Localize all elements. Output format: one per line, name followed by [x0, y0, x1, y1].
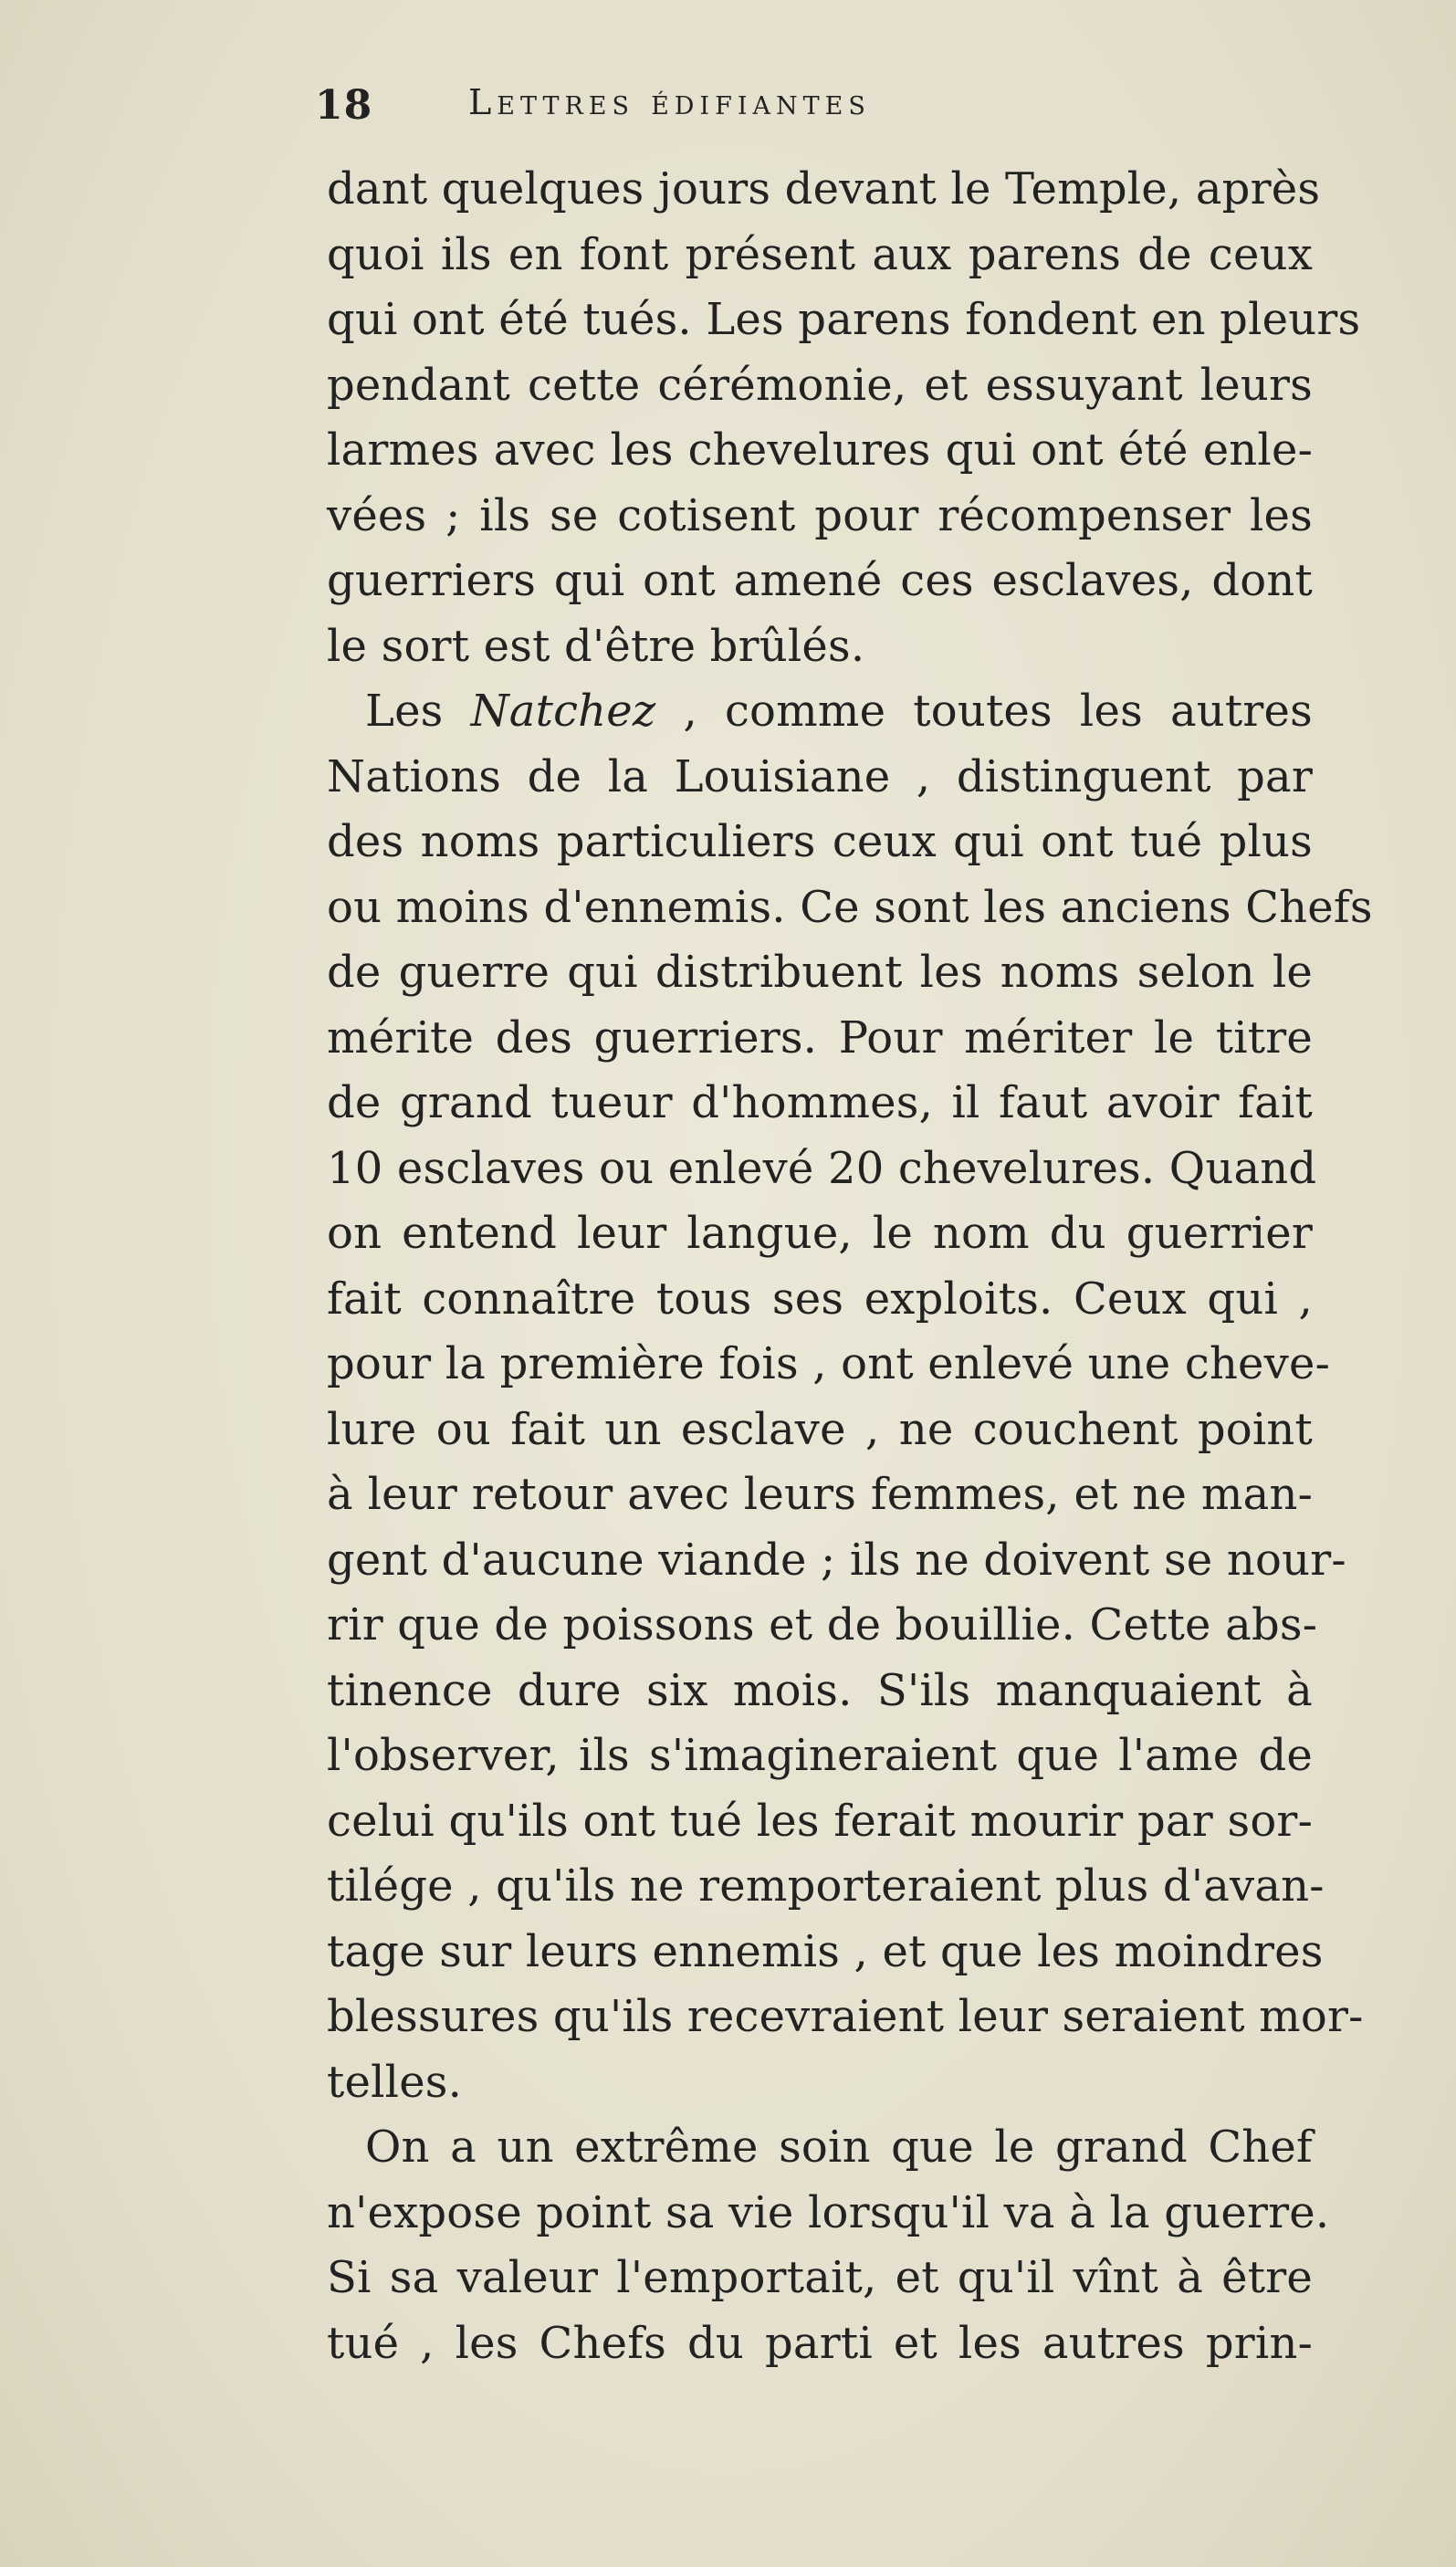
text-line: quoi ils en font présent aux parens de ceux [327, 228, 1313, 280]
text-line: des noms particuliers ceux qui ont tué plus [327, 816, 1313, 867]
body-text [327, 157, 1373, 2376]
text-line: gent d'aucune viande ; ils ne doivent se nour- [327, 1534, 1346, 1586]
running-title: Lettres édifiantes [468, 82, 871, 122]
text-line: On a un extrême soin que le grand Chef [365, 2122, 1313, 2173]
text-line: on entend leur langue, le nom du guerrier [327, 1208, 1313, 1259]
text-line: de guerre qui distribuent les noms selon le [327, 947, 1313, 998]
page-number: 18 [315, 82, 373, 129]
text-line: tage sur leurs ennemis , et que les moindres [327, 1925, 1324, 1977]
text-line: guerriers qui ont amené ces esclaves, dont [327, 555, 1313, 606]
text-line: 10 esclaves ou enlevé 20 chevelures. Quand [327, 1142, 1317, 1194]
text-line: telles. [327, 2056, 463, 2108]
text-line: celui qu'ils ont tué les ferait mourir par sor- [327, 1795, 1313, 1847]
text-line: pour la première fois , ont enlevé une cheve- [327, 1338, 1331, 1389]
text-line: Nations de la Louisiane , distinguent par [327, 750, 1313, 802]
text-line: l'observer, ils s'imagineraient que l'ame de [327, 1730, 1313, 1781]
text-line: fait connaître tous ses exploits. Ceux qui , [327, 1273, 1313, 1325]
text-line: tilége , qu'ils ne remporteraient plus d'avan- [327, 1860, 1325, 1912]
text-line: lure ou fait un esclave , ne couchent point [327, 1403, 1313, 1455]
text-line: le sort est d'être brûlés. [327, 620, 865, 672]
text-line: larmes avec les chevelures qui ont été enle- [327, 424, 1313, 476]
text-line: de grand tueur d'hommes, il faut avoir fait [327, 1077, 1313, 1128]
text-line [327, 679, 1313, 745]
text-line: mérite des guerriers. Pour mériter le titre [327, 1011, 1313, 1063]
text-line: vées ; ils se cotisent pour récompenser les [327, 489, 1313, 541]
text-line: tué , les Chefs du parti et les autres prin- [327, 2317, 1313, 2369]
page-header [315, 82, 1283, 155]
text-line: dant quelques jours devant le Temple, après [327, 163, 1321, 215]
text-fragment: , comme toutes les autres [655, 686, 1313, 737]
text-fragment: Les [365, 686, 471, 737]
text-line: Si sa valeur l'emportait, et qu'il vînt à être [327, 2252, 1313, 2303]
text-line: à leur retour avec leurs femmes, et ne man- [327, 1469, 1313, 1520]
italic-word: Natchez [470, 686, 656, 737]
text-line: ou moins d'ennemis. Ce sont les anciens Chefs [327, 881, 1373, 933]
text-line: pendant cette cérémonie, et essuyant leurs [327, 359, 1313, 411]
text-line: blessures qu'ils recevraient leur seraient mor- [327, 1991, 1364, 2042]
text-line: tinence dure six mois. S'ils manquaient à [327, 1664, 1313, 1716]
text-line: rir que de poissons et de bouillie. Cette abs- [327, 1599, 1318, 1650]
text-line: n'expose point sa vie lorsqu'il va à la guerre. [327, 2186, 1330, 2238]
text-line: qui ont été tués. Les parens fondent en pleurs [327, 294, 1361, 345]
